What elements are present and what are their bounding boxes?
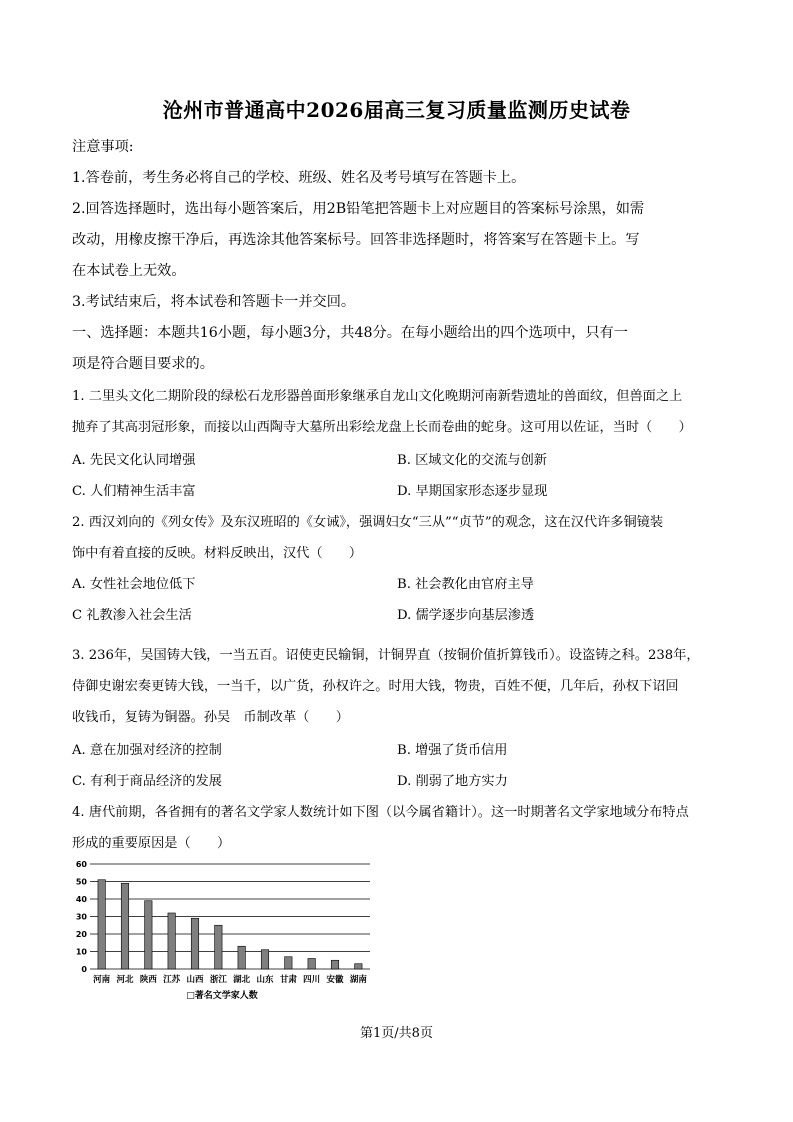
bar-山西 [191,918,198,969]
y-tick-label: 10 [75,947,87,957]
y-tick-label: 60 [75,860,87,869]
notice-line: 2.回答选择题时，选出每小题答案后，用2B铅笔把答题卡上对应题目的答案标号涂黑，如需 [72,201,645,217]
section-heading: 项是符合题目要求的。 [72,356,214,372]
question-2-text: 2. 西汉刘向的《列女传》及东汉班昭的《女诫》，强调妇女“三从”“贞节”的观念，这在汉代许多铜镜装 [72,515,664,530]
chart-x-ticks [93,974,367,985]
question-3-text: 收钱币，复铸为铜器。孙吴 币制改革（ ） [72,710,349,725]
bar-河北 [121,883,128,969]
y-tick-label: 50 [75,877,87,887]
x-tick-label: 湖南 [349,975,367,985]
question-4-text: 形成的重要原因是（ ） [72,836,231,851]
bar-安徽 [331,960,338,969]
y-tick-label: 30 [75,912,87,922]
x-tick-label: 山西 [186,975,204,985]
bar-陕西 [145,901,152,969]
x-tick-label: 陕西 [139,975,157,985]
x-tick-label: 甘肃 [279,975,297,985]
bar-四川 [308,959,315,970]
y-tick-label: 0 [81,965,87,974]
section-heading: 一、选择题：本题共16小题，每小题3分，共48分。在每小题给出的四个选项中，只有一 [72,325,628,341]
question-3-option-c: C. 有利于商品经济的发展 [72,774,222,789]
y-tick-label: 40 [75,895,87,904]
bar-湖北 [238,946,245,969]
question-3-option-a: A. 意在加强对经济的控制 [72,743,222,758]
question-2-option-b: B. 社会教化由官府主导 [397,577,534,592]
x-tick-label: 安徽 [326,975,344,985]
x-tick-label: 四川 [303,975,321,985]
y-tick-label: 20 [75,930,87,939]
question-4-text: 4. 唐代前期，各省拥有的著名文学家人数统计如下图（以今属省籍计）。这一时期著名文学家地域分布特点 [72,805,689,820]
x-tick-label: 河北 [116,975,134,985]
bar-江苏 [168,913,175,969]
question-1-text: 1. 二里头文化二期阶段的绿松石龙形器兽面形象继承自龙山文化晚期河南新砦遗址的兽面纹，但兽面之上 [72,389,683,404]
bar-浙江 [215,925,222,969]
x-tick-label: 浙江 [209,975,227,985]
question-3-option-d: D. 削弱了地方实力 [397,774,508,789]
question-2-text: 饰中有着直接的反映。材料反映出，汉代（ ） [72,546,363,561]
question-2-option-a: A. 女性社会地位低下 [72,577,196,592]
notice-heading: 注意事项: [72,139,134,155]
x-tick-label: 山东 [256,975,274,985]
question-2-option-c: C 礼教渗入社会生活 [72,608,192,623]
notice-line: 1.答卷前，考生务必将自己的学校、班级、姓名及考号填写在答题卡上。 [72,170,526,186]
bar-甘肃 [285,957,292,969]
question-1-option-d: D. 早期国家形态逐步显现 [397,484,548,499]
bar-山东 [261,950,268,969]
question-1-option-c: C. 人们精神生活丰富 [72,484,196,499]
question-1-text: 抛弃了其高羽冠形象，而接以山西陶寺大墓所出彩绘龙盘上长而卷曲的蛇身。这可用以佐证，当时（ ） [72,420,692,435]
chart-y-ticks [76,860,88,974]
question-3-option-b: B. 增强了货币信用 [397,743,508,758]
x-tick-label: 湖北 [233,975,251,985]
chart-bars [98,880,362,969]
bar-湖南 [355,964,362,969]
notice-line: 3.考试结束后，将本试卷和答题卡一并交回。 [72,294,356,310]
page-footer: 第1页/共8页 [360,1026,433,1041]
question-1-option-a: A. 先民文化认同增强 [72,453,196,468]
x-tick-label: 江苏 [163,975,181,985]
x-tick-label: 河南 [93,975,111,985]
question-2-option-d: D. 儒学逐步向基层渗透 [397,608,535,623]
page-title: 沧州市普通高中2026届高三复习质量监测历史试卷 [162,98,631,122]
notice-line: 在本试卷上无效。 [72,263,186,279]
question-1-option-b: B. 区域文化的交流与创新 [397,453,547,468]
chart-gridlines [90,864,370,969]
chart-legend: □著名文学家人数 [186,991,258,1001]
writers-bar-chart [62,855,382,1005]
question-3-text: 3. 236年，吴国铸大钱，一当五百。诏使吏民输铜，计铜畀直（按铜价值折算钱币）。设盗铸之科。238年， [72,648,700,663]
notice-line: 改动，用橡皮擦干净后，再选涂其他答案标号。回答非选择题时，将答案写在答题卡上。写 [72,232,640,248]
bar-河南 [98,880,105,969]
question-3-text: 侍御史谢宏奏更铸大钱，一当千，以广货，孙权许之。时用大钱，物贵，百姓不便，几年后，孙权下诏回 [72,679,679,694]
